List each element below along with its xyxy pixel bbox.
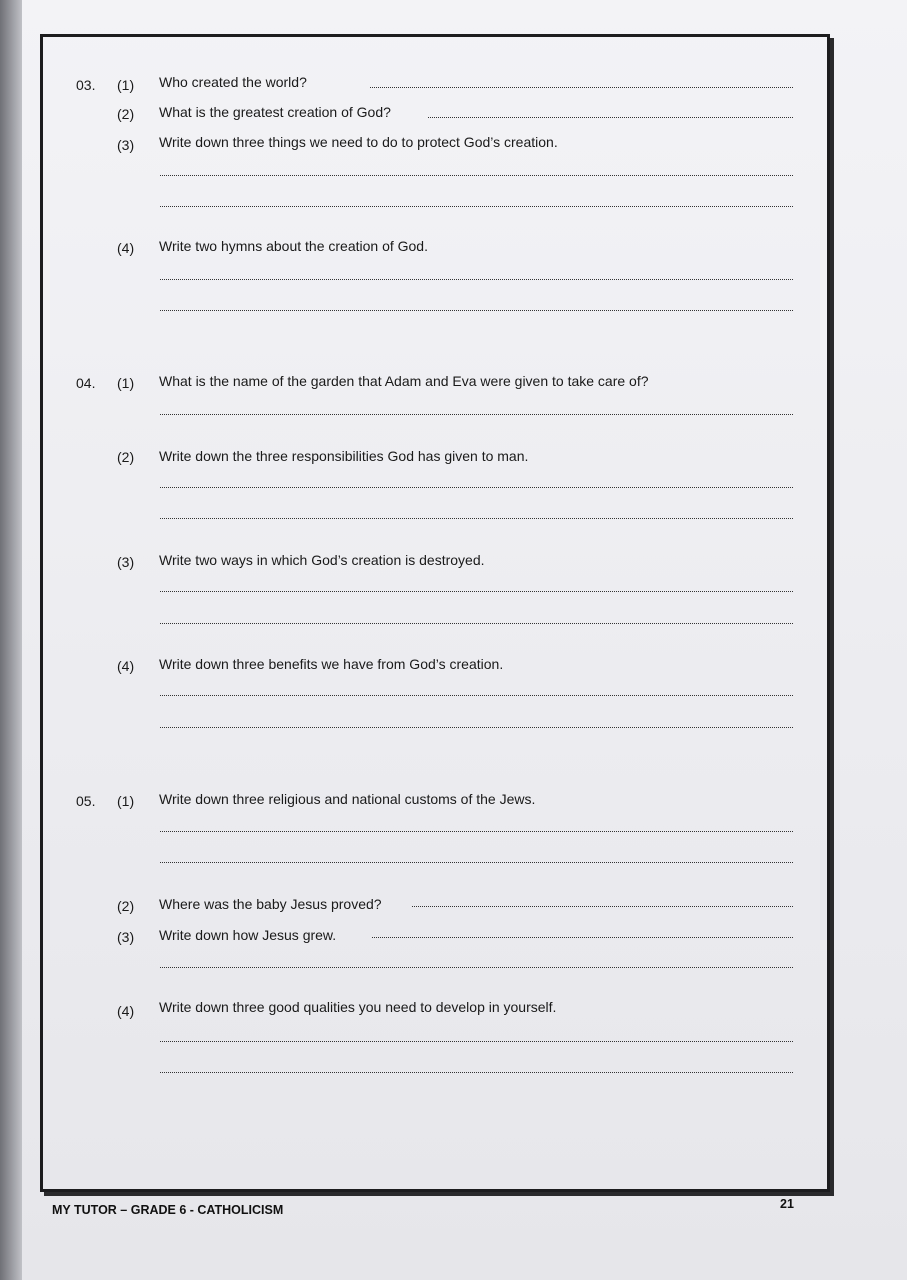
question-text: Write down how Jesus grew. bbox=[159, 927, 337, 943]
question-text: Where was the baby Jesus proved? bbox=[159, 896, 382, 912]
question-text: Who created the world? bbox=[159, 74, 307, 90]
page-number: 21 bbox=[780, 1197, 794, 1211]
answer-line[interactable] bbox=[160, 967, 793, 968]
question-part-label: (4) bbox=[117, 658, 135, 674]
answer-line[interactable] bbox=[412, 906, 793, 907]
question-part-label: (3) bbox=[117, 554, 135, 570]
answer-line[interactable] bbox=[160, 831, 793, 832]
question-part-label: (4) bbox=[117, 240, 135, 256]
question-part-label: (1) bbox=[117, 793, 135, 809]
answer-line[interactable] bbox=[370, 87, 793, 88]
question-part-label: (2) bbox=[117, 898, 135, 914]
question-number: 05. bbox=[76, 793, 96, 809]
question-number: 04. bbox=[76, 375, 96, 391]
question-part-label: (1) bbox=[117, 77, 135, 93]
answer-line[interactable] bbox=[160, 1072, 793, 1073]
question-part-label: (2) bbox=[117, 449, 135, 465]
question-text: Write down three good qualities you need to develop in yourself. bbox=[159, 999, 557, 1015]
question-text: What is the name of the garden that Adam and Eva were given to take care of? bbox=[159, 373, 649, 389]
answer-line[interactable] bbox=[160, 310, 793, 311]
answer-line[interactable] bbox=[428, 117, 793, 118]
answer-line[interactable] bbox=[160, 175, 793, 176]
page-border bbox=[40, 34, 830, 1192]
question-number: 03. bbox=[76, 77, 96, 93]
question-text: Write down three religious and national customs of the Jews. bbox=[159, 791, 536, 807]
answer-line[interactable] bbox=[160, 487, 793, 488]
question-part-label: (2) bbox=[117, 106, 135, 122]
question-text: Write down three things we need to do to protect God’s creation. bbox=[159, 134, 558, 150]
answer-line[interactable] bbox=[160, 862, 793, 863]
answer-line[interactable] bbox=[160, 206, 793, 207]
book-binding bbox=[0, 0, 24, 1280]
question-text: Write down the three responsibilities God has given to man. bbox=[159, 448, 529, 464]
question-part-label: (1) bbox=[117, 375, 135, 391]
answer-line[interactable] bbox=[160, 591, 793, 592]
answer-line[interactable] bbox=[160, 1041, 793, 1042]
question-text: What is the greatest creation of God? bbox=[159, 104, 391, 120]
footer-title: MY TUTOR – GRADE 6 - CATHOLICISM bbox=[52, 1203, 284, 1217]
question-part-label: (4) bbox=[117, 1003, 135, 1019]
answer-line[interactable] bbox=[160, 727, 793, 728]
question-text: Write down three benefits we have from God’s creation. bbox=[159, 656, 504, 672]
question-part-label: (3) bbox=[117, 929, 135, 945]
question-text: Write two ways in which God’s creation is destroyed. bbox=[159, 552, 485, 568]
answer-line[interactable] bbox=[160, 279, 793, 280]
answer-line[interactable] bbox=[160, 414, 793, 415]
answer-line[interactable] bbox=[160, 623, 793, 624]
question-text: Write two hymns about the creation of God. bbox=[159, 238, 428, 254]
answer-line[interactable] bbox=[160, 518, 793, 519]
question-part-label: (3) bbox=[117, 137, 135, 153]
answer-line[interactable] bbox=[372, 937, 793, 938]
answer-line[interactable] bbox=[160, 695, 793, 696]
